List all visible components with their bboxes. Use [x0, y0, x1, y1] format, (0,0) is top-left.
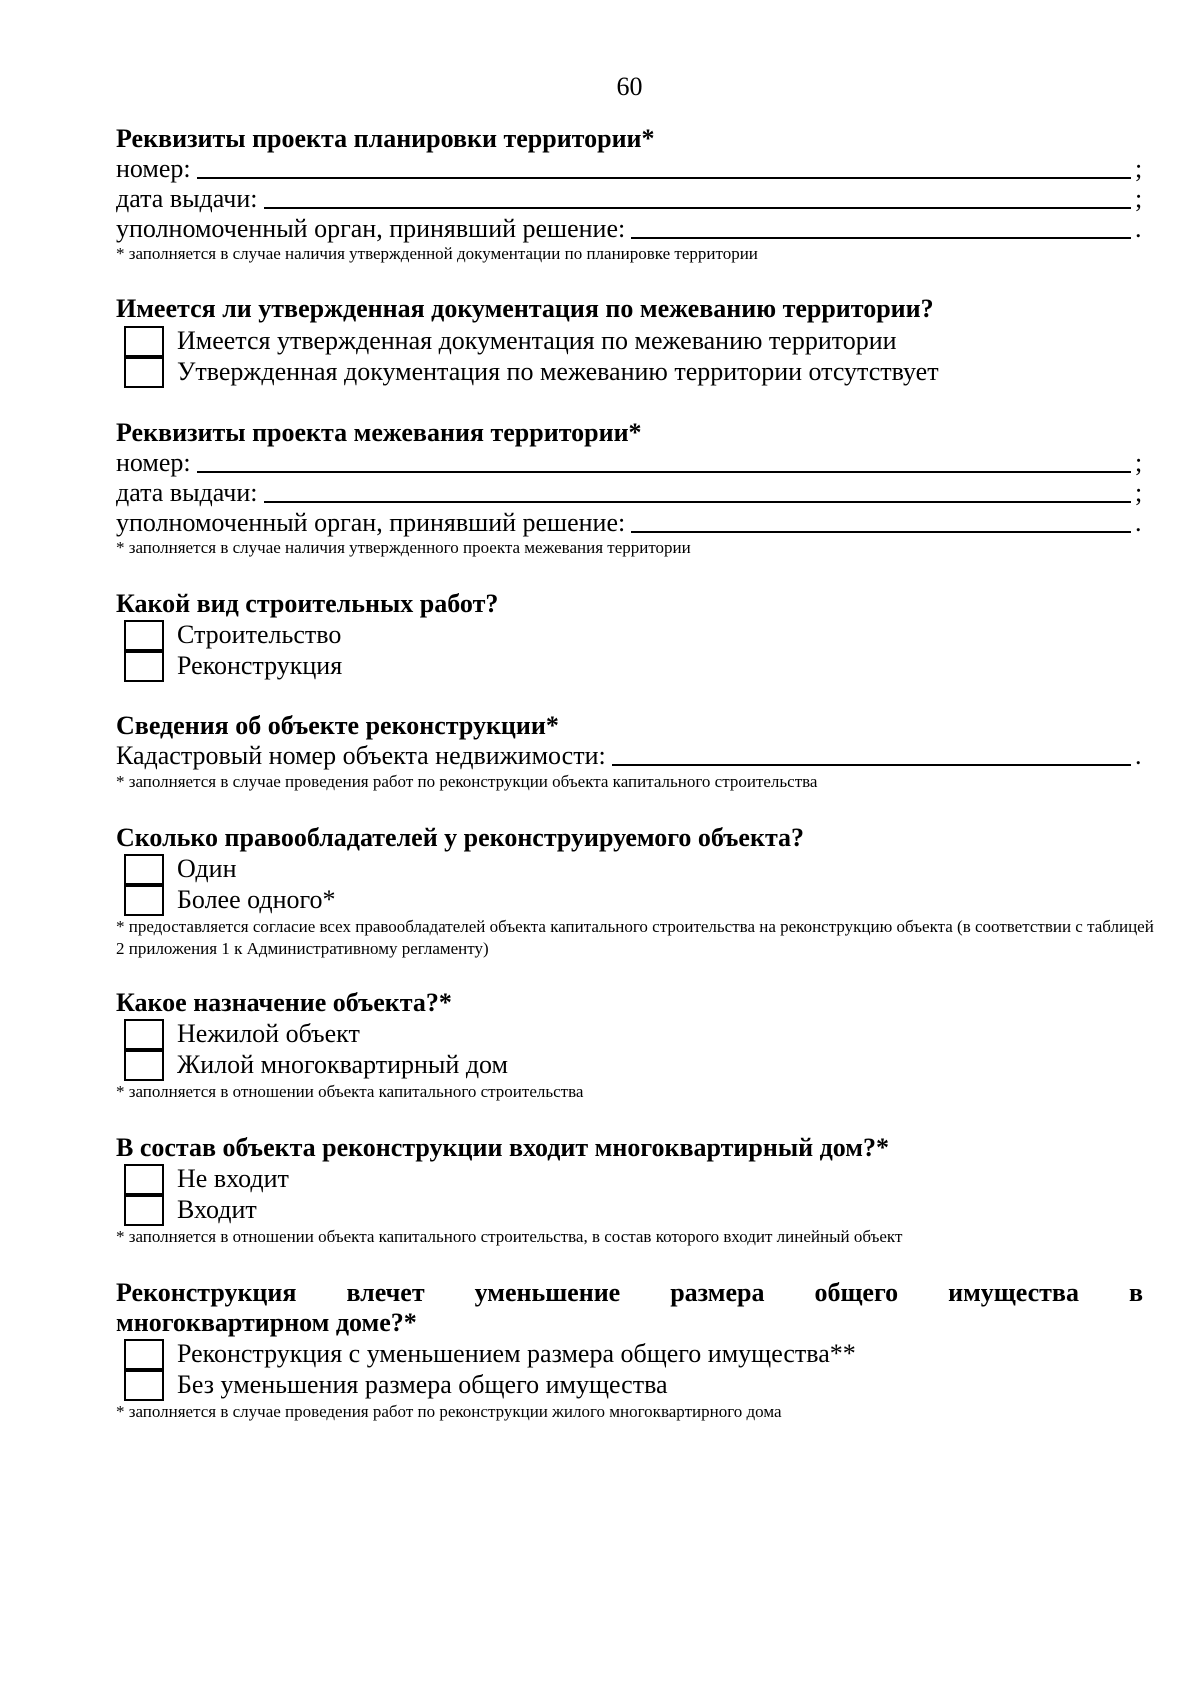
fill-in-line[interactable] — [197, 447, 1131, 473]
option-label: Утвержденная документация по межеванию территории отсутствует — [177, 357, 939, 386]
option-label: Реконструкция — [177, 651, 343, 680]
field-label: Кадастровый номер объекта недвижимости: — [116, 741, 606, 770]
surveying-docs-heading: Имеется ли утвержденная документация по межеванию территории? — [116, 294, 934, 323]
surveying-docs-option-exists[interactable] — [124, 324, 897, 358]
planning-authority-field[interactable] — [116, 213, 1143, 245]
surveying-heading: Реквизиты проекта межевания территории* — [116, 418, 642, 447]
fill-in-line[interactable] — [264, 477, 1131, 503]
fill-in-line[interactable] — [631, 213, 1131, 239]
fill-in-line[interactable] — [264, 183, 1131, 209]
checkbox[interactable] — [124, 1339, 164, 1370]
field-end-punctuation: . — [1135, 508, 1142, 537]
checkbox[interactable] — [124, 1050, 164, 1081]
field-end-punctuation: . — [1135, 214, 1142, 243]
field-label: номер: — [116, 154, 191, 183]
checkbox[interactable] — [124, 1164, 164, 1195]
option-label: Нежилой объект — [177, 1019, 360, 1048]
checkbox[interactable] — [124, 651, 164, 682]
checkbox[interactable] — [124, 1195, 164, 1226]
owners-footnote: * предоставляется согласие всех правообладателей объекта капитального строительства на реконструкцию объекта (в соответствии с таблицей 2 приложения 1 к Административному регламенту) — [116, 917, 1154, 958]
field-label: дата выдачи: — [116, 478, 258, 507]
field-label: дата выдачи: — [116, 184, 258, 213]
field-end-punctuation: ; — [1135, 448, 1143, 477]
work-type-option-reconstruction[interactable] — [124, 649, 342, 683]
cadastral-number-field[interactable] — [116, 740, 1143, 772]
option-label: Без уменьшения размера общего имущества — [177, 1370, 668, 1399]
surveying-authority-field[interactable] — [116, 507, 1143, 539]
surveying-docs-option-absent[interactable] — [124, 355, 939, 389]
owners-option-more[interactable] — [124, 883, 336, 917]
field-label: уполномоченный орган, принявший решение: — [116, 508, 626, 537]
common-property-heading-continued: многоквартирном доме?* — [116, 1308, 417, 1337]
planning-date-field[interactable] — [116, 183, 1143, 215]
option-label: Более одного* — [177, 885, 336, 914]
fill-in-line[interactable] — [631, 507, 1131, 533]
apartment-building-heading: В состав объекта реконструкции входит многоквартирный дом?* — [116, 1133, 889, 1162]
planning-number-field[interactable] — [116, 153, 1143, 185]
work-type-option-construction[interactable] — [124, 618, 341, 652]
common-property-option-reduced[interactable] — [124, 1337, 856, 1371]
planning-footnote: * заполняется в случае наличия утвержденной документации по планировке территории — [116, 244, 758, 263]
fill-in-line[interactable] — [612, 740, 1131, 766]
planning-heading: Реквизиты проекта планировки территории* — [116, 124, 655, 153]
checkbox[interactable] — [124, 357, 164, 388]
work-type-heading: Какой вид строительных работ? — [116, 589, 499, 618]
apartment-building-footnote: * заполняется в отношении объекта капитального строительства, в состав которого входит линейный объект — [116, 1227, 903, 1246]
checkbox[interactable] — [124, 885, 164, 916]
common-property-heading: Реконструкция влечет уменьшение размера общего имущества в — [116, 1278, 1143, 1307]
purpose-option-apartment[interactable] — [124, 1048, 508, 1082]
option-label: Не входит — [177, 1164, 289, 1193]
owners-heading: Сколько правообладателей у реконструируемого объекта? — [116, 823, 805, 852]
page-number: 60 — [616, 72, 643, 101]
option-label: Реконструкция с уменьшением размера общего имущества** — [177, 1339, 856, 1368]
field-end-punctuation: ; — [1135, 184, 1143, 213]
surveying-number-field[interactable] — [116, 447, 1143, 479]
option-label: Строительство — [177, 620, 342, 649]
common-property-footnote: * заполняется в случае проведения работ по реконструкции жилого многоквартирного дома — [116, 1402, 782, 1421]
purpose-footnote: * заполняется в отношении объекта капитального строительства — [116, 1082, 584, 1101]
checkbox[interactable] — [124, 1370, 164, 1401]
apartment-option-included[interactable] — [124, 1193, 257, 1227]
field-label: номер: — [116, 448, 191, 477]
checkbox[interactable] — [124, 1019, 164, 1050]
purpose-option-nonresidential[interactable] — [124, 1017, 360, 1051]
field-end-punctuation: ; — [1135, 478, 1143, 507]
field-end-punctuation: ; — [1135, 154, 1143, 183]
option-label: Входит — [177, 1195, 257, 1224]
option-label: Один — [177, 854, 237, 883]
reconstruction-object-heading: Сведения об объекте реконструкции* — [116, 711, 559, 740]
field-label: уполномоченный орган, принявший решение: — [116, 214, 626, 243]
field-end-punctuation: . — [1135, 741, 1142, 770]
checkbox[interactable] — [124, 326, 164, 357]
reconstruction-object-footnote: * заполняется в случае проведения работ по реконструкции объекта капитального строительства — [116, 772, 818, 791]
apartment-option-not-included[interactable] — [124, 1162, 289, 1196]
surveying-footnote: * заполняется в случае наличия утвержденного проекта межевания территории — [116, 538, 691, 557]
owners-option-one[interactable] — [124, 852, 237, 886]
checkbox[interactable] — [124, 854, 164, 885]
checkbox[interactable] — [124, 620, 164, 651]
fill-in-line[interactable] — [197, 153, 1131, 179]
common-property-option-not-reduced[interactable] — [124, 1368, 668, 1402]
option-label: Имеется утвержденная документация по межеванию территории — [177, 326, 897, 355]
surveying-date-field[interactable] — [116, 477, 1143, 509]
purpose-heading: Какое назначение объекта?* — [116, 988, 452, 1017]
option-label: Жилой многоквартирный дом — [177, 1050, 509, 1079]
